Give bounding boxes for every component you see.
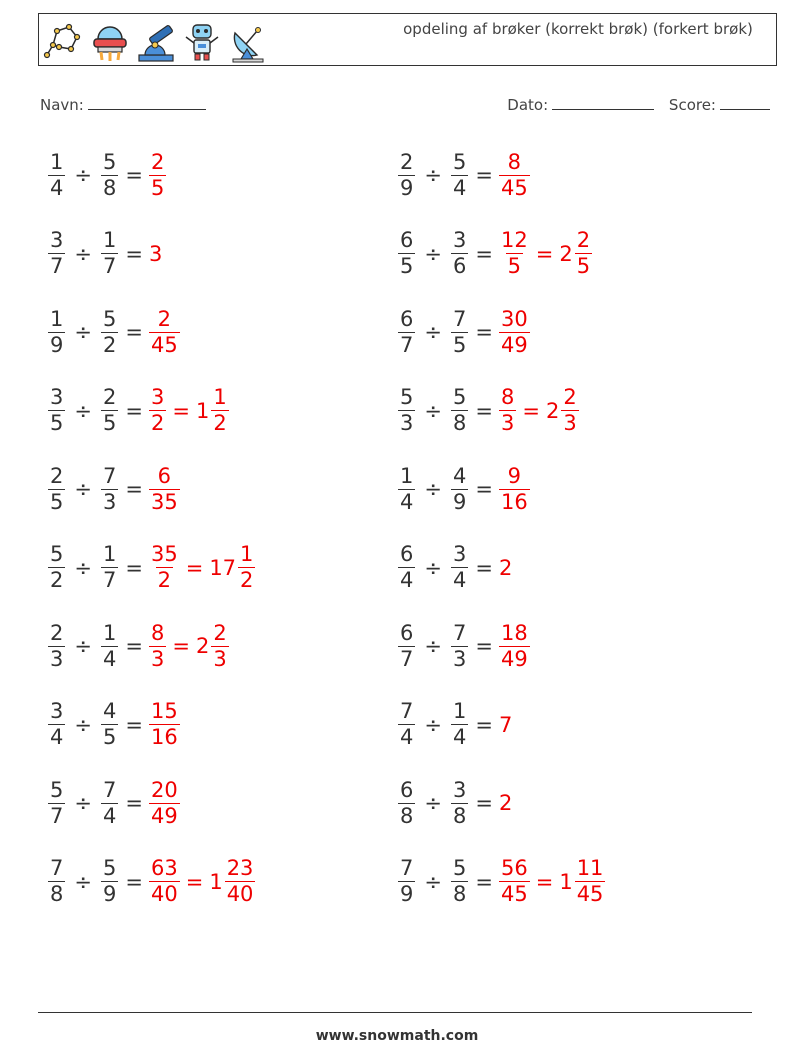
- numerator: 8: [500, 385, 515, 409]
- equals-sign: =: [475, 398, 493, 423]
- denominator: 9: [50, 332, 64, 357]
- denominator: 2: [150, 411, 165, 435]
- mixed-fraction: [575, 858, 606, 905]
- numerator: 7: [50, 856, 64, 880]
- divisor-fraction: [451, 306, 468, 357]
- numerator: 5: [452, 385, 467, 409]
- mixed-whole: 1: [559, 869, 573, 894]
- numerator: 5: [102, 856, 117, 880]
- numerator: 1: [452, 699, 467, 723]
- problem-item: [46, 224, 162, 284]
- dividend-fraction: [48, 544, 65, 591]
- divisor-fraction: [101, 777, 118, 828]
- denominator: 9: [452, 489, 467, 514]
- dividend-fraction: [398, 230, 415, 277]
- denominator: 3: [452, 646, 467, 671]
- dividend-fraction: [398, 777, 415, 828]
- denominator: 45: [500, 882, 528, 906]
- problem-item: [46, 459, 182, 519]
- denominator: 4: [102, 646, 117, 671]
- denominator: 3: [500, 411, 515, 435]
- equals-sign: =: [125, 477, 143, 501]
- equals-sign: =: [125, 320, 143, 344]
- numerator: 2: [50, 463, 64, 488]
- mixed-fraction: [211, 387, 228, 434]
- denominator: 5: [576, 254, 591, 278]
- divide-sign: ÷: [74, 712, 92, 737]
- denominator: 2: [213, 411, 227, 435]
- denominator: 5: [400, 254, 414, 278]
- mixed-fraction: [561, 387, 578, 434]
- numerator: 2: [150, 149, 165, 174]
- answer-fraction: [499, 387, 516, 434]
- numerator: 7: [102, 777, 117, 802]
- denominator: 5: [102, 411, 117, 435]
- dividend-fraction: [48, 701, 65, 748]
- equals-sign: =: [475, 241, 493, 266]
- denominator: 7: [102, 254, 117, 278]
- divide-sign: ÷: [74, 320, 92, 344]
- dividend-fraction: [398, 149, 415, 200]
- divide-sign: ÷: [74, 477, 92, 501]
- numerator: 63: [150, 856, 178, 880]
- numerator: 56: [500, 856, 528, 880]
- mixed-whole: 2: [559, 241, 573, 266]
- numerator: 30: [500, 306, 528, 331]
- divisor-fraction: [101, 149, 118, 200]
- problem-item: [46, 852, 257, 912]
- problem-item: [46, 773, 182, 833]
- divisor-fraction: [451, 544, 468, 591]
- numerator: 1: [400, 463, 414, 488]
- equals-sign: =: [125, 869, 143, 894]
- numerator: 1: [240, 542, 254, 566]
- constellation-icon: [43, 19, 85, 63]
- divisor-fraction: [101, 701, 118, 748]
- numerator: 6: [157, 463, 172, 488]
- equals-sign: =: [475, 555, 493, 580]
- divide-sign: ÷: [424, 555, 442, 580]
- numerator: 6: [400, 542, 414, 566]
- divisor-fraction: [101, 230, 118, 277]
- equals-sign: =: [125, 791, 143, 815]
- equals-sign: =: [125, 163, 143, 187]
- numerator: 1: [102, 620, 117, 645]
- answer-whole: 2: [498, 555, 513, 580]
- equals-sign: =: [535, 869, 554, 894]
- numerator: 1: [213, 385, 227, 409]
- denominator: 49: [500, 646, 528, 671]
- denominator: 7: [400, 646, 414, 671]
- equals-sign: =: [475, 712, 493, 737]
- divisor-fraction: [451, 620, 468, 671]
- answer-fraction: [499, 230, 530, 277]
- divide-sign: ÷: [74, 634, 92, 658]
- numerator: 1: [102, 228, 117, 252]
- equals-sign: =: [125, 241, 143, 266]
- divisor-fraction: [451, 463, 468, 514]
- numerator: 8: [507, 149, 522, 174]
- mixed-fraction: [575, 230, 592, 277]
- answer-fraction: [149, 463, 180, 514]
- equals-sign: =: [125, 634, 143, 658]
- dividend-fraction: [48, 149, 65, 200]
- mixed-fraction: [211, 620, 228, 671]
- numerator: 7: [102, 463, 117, 488]
- numerator: 2: [102, 385, 117, 409]
- dividend-fraction: [48, 858, 65, 905]
- denominator: 4: [452, 175, 467, 200]
- denominator: 4: [452, 725, 467, 749]
- denominator: 49: [150, 803, 178, 828]
- numerator: 5: [50, 777, 64, 802]
- divide-sign: ÷: [424, 398, 442, 423]
- denominator: 3: [563, 411, 577, 435]
- equals-sign: =: [185, 555, 204, 580]
- answer-fraction: [499, 306, 530, 357]
- problem-item: [396, 852, 607, 912]
- answer-whole: 3: [148, 241, 163, 266]
- numerator: 7: [400, 856, 414, 880]
- denominator: 4: [400, 568, 414, 592]
- dividend-fraction: [48, 306, 65, 357]
- mixed-fraction: [238, 544, 255, 591]
- denominator: 9: [400, 882, 414, 906]
- mixed-whole: 1: [209, 869, 223, 894]
- denominator: 8: [452, 803, 467, 828]
- denominator: 9: [102, 882, 117, 906]
- denominator: 4: [50, 175, 64, 200]
- denominator: 8: [50, 882, 64, 906]
- denominator: 8: [102, 175, 117, 200]
- denominator: 9: [400, 175, 414, 200]
- divide-sign: ÷: [424, 477, 442, 501]
- mixed-whole: 2: [545, 398, 560, 423]
- header-icons: [43, 19, 269, 63]
- denominator: 7: [50, 254, 64, 278]
- mixed-whole: 1: [195, 398, 210, 423]
- numerator: 3: [50, 385, 64, 409]
- numerator: 23: [226, 856, 254, 880]
- numerator: 6: [400, 228, 414, 252]
- denominator: 5: [507, 254, 522, 278]
- divisor-fraction: [451, 387, 468, 434]
- problem-item: [396, 538, 512, 598]
- dividend-fraction: [48, 463, 65, 514]
- denominator: 8: [400, 803, 414, 828]
- footer-url: www.snowmath.com: [315, 1028, 479, 1044]
- numerator: 3: [50, 228, 64, 252]
- denominator: 8: [452, 882, 467, 906]
- numerator: 5: [50, 542, 64, 566]
- numerator: 6: [400, 306, 414, 331]
- equals-sign: =: [172, 398, 190, 423]
- date-score-fields: [507, 95, 770, 114]
- numerator: 5: [452, 856, 467, 880]
- divide-sign: ÷: [74, 791, 92, 815]
- numerator: 20: [150, 777, 178, 802]
- denominator: 16: [500, 489, 528, 514]
- numerator: 6: [400, 777, 414, 802]
- mixed-whole: 17: [209, 555, 237, 580]
- divisor-fraction: [101, 620, 118, 671]
- score-label: Score:: [668, 96, 716, 114]
- robot-icon: [181, 19, 223, 63]
- denominator: 6: [452, 254, 467, 278]
- numerator: 3: [452, 542, 467, 566]
- denominator: 5: [452, 332, 467, 357]
- numerator: 2: [157, 306, 172, 331]
- worksheet-header: [38, 13, 777, 66]
- divide-sign: ÷: [74, 241, 92, 266]
- dividend-fraction: [398, 463, 415, 514]
- footer-divider: [38, 1012, 752, 1013]
- denominator: 4: [50, 725, 64, 749]
- divide-sign: ÷: [424, 634, 442, 658]
- divide-sign: ÷: [74, 398, 92, 423]
- answer-whole: 2: [498, 791, 513, 815]
- denominator: 3: [50, 646, 64, 671]
- numerator: 5: [102, 149, 117, 174]
- numerator: 8: [150, 620, 165, 645]
- numerator: 1: [50, 306, 64, 331]
- equals-sign: =: [172, 634, 190, 658]
- denominator: 40: [150, 882, 178, 906]
- answer-fraction: [499, 149, 530, 200]
- numerator: 2: [50, 620, 64, 645]
- denominator: 4: [452, 568, 467, 592]
- problem-item: [396, 302, 532, 362]
- dividend-fraction: [398, 701, 415, 748]
- worksheet-title: opdeling af brøker (korrekt brøk) (forkert brøk): [403, 20, 753, 38]
- divide-sign: ÷: [424, 320, 442, 344]
- divisor-fraction: [451, 858, 468, 905]
- denominator: 7: [400, 332, 414, 357]
- divisor-fraction: [451, 701, 468, 748]
- dividend-fraction: [48, 387, 65, 434]
- numerator: 2: [400, 149, 414, 174]
- ufo-icon: [89, 19, 131, 63]
- divisor-fraction: [451, 149, 468, 200]
- denominator: 4: [400, 725, 414, 749]
- numerator: 5: [102, 306, 117, 331]
- numerator: 5: [452, 149, 467, 174]
- numerator: 4: [102, 699, 117, 723]
- numerator: 12: [500, 228, 528, 252]
- divisor-fraction: [451, 777, 468, 828]
- numerator: 1: [50, 149, 64, 174]
- answer-fraction: [499, 620, 530, 671]
- telescope-icon: [135, 19, 177, 63]
- denominator: 5: [50, 411, 64, 435]
- denominator: 2: [102, 332, 117, 357]
- satellite-dish-icon: [227, 19, 269, 63]
- answer-fraction: [149, 701, 180, 748]
- answer-fraction: [149, 777, 180, 828]
- denominator: 3: [102, 489, 117, 514]
- dividend-fraction: [398, 544, 415, 591]
- problem-item: [396, 224, 594, 284]
- dividend-fraction: [398, 858, 415, 905]
- mixed-fraction: [225, 858, 256, 905]
- answer-fraction: [149, 858, 180, 905]
- denominator: 2: [157, 568, 172, 592]
- denominator: 7: [102, 568, 117, 592]
- divisor-fraction: [101, 544, 118, 591]
- numerator: 2: [563, 385, 577, 409]
- equals-sign: =: [125, 712, 143, 737]
- dividend-fraction: [48, 777, 65, 828]
- equals-sign: =: [475, 634, 493, 658]
- numerator: 5: [400, 385, 414, 409]
- divisor-fraction: [101, 858, 118, 905]
- denominator: 3: [150, 646, 165, 671]
- numerator: 1: [102, 542, 117, 566]
- numerator: 3: [452, 777, 467, 802]
- answer-fraction: [499, 463, 530, 514]
- dividend-fraction: [48, 620, 65, 671]
- denominator: 8: [452, 411, 467, 435]
- equals-sign: =: [475, 791, 493, 815]
- answer-fraction: [149, 387, 166, 434]
- denominator: 2: [50, 568, 64, 592]
- problem-item: [46, 538, 257, 598]
- problem-item: [396, 695, 512, 755]
- answer-fraction: [149, 544, 180, 591]
- denominator: 4: [400, 489, 414, 514]
- divide-sign: ÷: [424, 712, 442, 737]
- denominator: 40: [226, 882, 254, 906]
- denominator: 45: [500, 175, 528, 200]
- numerator: 18: [500, 620, 528, 645]
- numerator: 3: [50, 699, 64, 723]
- problem-item: [396, 616, 532, 676]
- divisor-fraction: [101, 387, 118, 434]
- numerator: 4: [452, 463, 467, 488]
- divide-sign: ÷: [74, 555, 92, 580]
- numerator: 11: [576, 856, 604, 880]
- numerator: 6: [400, 620, 414, 645]
- equals-sign: =: [475, 320, 493, 344]
- denominator: 3: [400, 411, 414, 435]
- answer-fraction: [499, 858, 530, 905]
- numerator: 9: [507, 463, 522, 488]
- denominator: 2: [240, 568, 254, 592]
- problem-item: [46, 302, 182, 362]
- divisor-fraction: [101, 463, 118, 514]
- divide-sign: ÷: [424, 869, 442, 894]
- divide-sign: ÷: [74, 163, 92, 187]
- divisor-fraction: [101, 306, 118, 357]
- denominator: 5: [50, 489, 64, 514]
- numerator: 2: [576, 228, 591, 252]
- denominator: 5: [150, 175, 165, 200]
- denominator: 45: [576, 882, 604, 906]
- denominator: 7: [50, 803, 64, 828]
- answer-fraction: [149, 620, 166, 671]
- date-label: Dato:: [507, 96, 549, 114]
- score-blank[interactable]: [720, 95, 770, 110]
- problem-item: [46, 695, 182, 755]
- divide-sign: ÷: [74, 869, 92, 894]
- answer-whole: 7: [498, 712, 513, 737]
- equals-sign: =: [125, 555, 143, 580]
- numerator: 7: [400, 699, 414, 723]
- name-field: [40, 95, 206, 114]
- denominator: 16: [150, 725, 178, 749]
- numerator: 2: [213, 620, 227, 645]
- equals-sign: =: [475, 869, 493, 894]
- dividend-fraction: [398, 306, 415, 357]
- numerator: 35: [150, 542, 178, 566]
- equals-sign: =: [535, 241, 554, 266]
- equals-sign: =: [475, 163, 493, 187]
- numerator: 3: [452, 228, 467, 252]
- problem-item: [396, 459, 532, 519]
- problem-item: [396, 773, 512, 833]
- numerator: 3: [150, 385, 165, 409]
- dividend-fraction: [48, 230, 65, 277]
- divide-sign: ÷: [424, 163, 442, 187]
- problem-item: [46, 145, 168, 205]
- equals-sign: =: [185, 869, 204, 894]
- denominator: 49: [500, 332, 528, 357]
- denominator: 5: [102, 725, 117, 749]
- problem-item: [46, 381, 231, 441]
- dividend-fraction: [398, 620, 415, 671]
- denominator: 35: [150, 489, 178, 514]
- numerator: 7: [452, 306, 467, 331]
- denominator: 4: [102, 803, 117, 828]
- name-blank[interactable]: [88, 95, 206, 110]
- equals-sign: =: [125, 398, 143, 423]
- divide-sign: ÷: [424, 791, 442, 815]
- equals-sign: =: [475, 477, 493, 501]
- problem-item: [396, 381, 581, 441]
- mixed-whole: 2: [195, 634, 210, 658]
- problem-item: [396, 145, 532, 205]
- answer-fraction: [149, 149, 166, 200]
- dividend-fraction: [398, 387, 415, 434]
- equals-sign: =: [522, 398, 540, 423]
- answer-fraction: [149, 306, 180, 357]
- divisor-fraction: [451, 230, 468, 277]
- numerator: 7: [452, 620, 467, 645]
- problem-item: [46, 616, 231, 676]
- divide-sign: ÷: [424, 241, 442, 266]
- name-label: Navn:: [40, 96, 84, 114]
- denominator: 3: [213, 646, 227, 671]
- numerator: 15: [150, 699, 178, 723]
- denominator: 45: [150, 332, 178, 357]
- date-blank[interactable]: [552, 95, 654, 110]
